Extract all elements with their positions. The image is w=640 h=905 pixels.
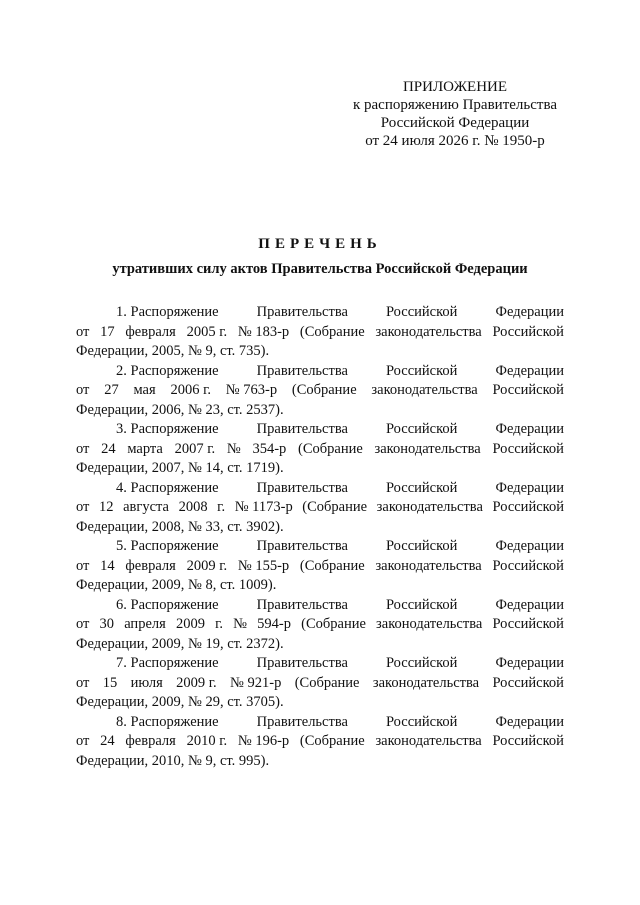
word: Правительства <box>256 596 348 613</box>
word: 24 <box>101 440 116 457</box>
word: 5. Распоряжение <box>116 538 219 554</box>
word: 594-р <box>257 616 291 632</box>
list-item-line-1 <box>76 479 564 499</box>
list-item-line-3: Федерации, 2006, № 23, ст. 2537). <box>76 401 284 418</box>
word: от <box>76 733 90 749</box>
appendix-header <box>340 78 570 150</box>
word: 24 <box>100 733 115 749</box>
list-item-line-2 <box>76 557 564 577</box>
word: Федерации <box>495 596 564 613</box>
word: 2007 г. <box>174 440 216 457</box>
word: законодательства <box>375 557 482 574</box>
acts-list <box>76 303 564 771</box>
list-item-line-2 <box>76 440 564 460</box>
word: № 921-р <box>230 674 282 691</box>
word: законодательства <box>376 499 483 515</box>
word: 2. Распоряжение <box>116 362 219 379</box>
word: 7. Распоряжение <box>116 655 219 671</box>
word: 2005 г. <box>186 323 228 340</box>
word: Российской <box>385 596 458 613</box>
list-item <box>76 362 564 421</box>
word: законодательства <box>372 674 480 691</box>
word: 14 <box>100 557 115 574</box>
appendix-title: ПРИЛОЖЕНИЕ <box>402 79 508 95</box>
word: 17 <box>100 323 115 340</box>
list-item-line-2 <box>76 323 564 343</box>
word: 2008 <box>178 499 208 515</box>
word: 27 <box>104 382 119 398</box>
list-item <box>76 537 564 596</box>
word: Российской <box>492 557 564 574</box>
word: Российской <box>385 421 458 437</box>
word: августа <box>123 499 169 515</box>
list-item-line-1 <box>76 596 564 616</box>
word: Российской <box>385 713 458 730</box>
word: 2009 <box>175 616 205 632</box>
word: от <box>76 323 90 340</box>
document-title: ПЕРЕЧЕНЬ <box>258 236 382 252</box>
word: 12 <box>99 499 114 515</box>
word: (Собрание <box>298 440 363 457</box>
word: Правительства <box>256 713 348 730</box>
word: апреля <box>124 616 166 632</box>
word: 15 <box>102 674 118 691</box>
word: (Собрание <box>299 733 365 749</box>
word: от <box>76 674 90 691</box>
list-item-line-3: Федерации, 2009, № 19, ст. 2372). <box>76 635 284 652</box>
word: 8. Распоряжение <box>116 713 219 730</box>
word: 30 <box>99 616 115 632</box>
word: 2006 г. <box>170 382 211 398</box>
word: (Собрание <box>299 557 365 574</box>
word: законодательства <box>375 733 482 749</box>
word: Российской <box>385 655 458 671</box>
word: 2009 г. <box>176 674 217 691</box>
word: № 155-р <box>237 557 290 574</box>
list-item-line-3: Федерации, 2009, № 8, ст. 1009). <box>76 577 277 593</box>
word: (Собрание <box>302 499 368 515</box>
word: 354-р <box>252 440 287 457</box>
word: № 763-р <box>225 382 278 398</box>
word: Российской <box>385 362 458 379</box>
word: г. <box>217 499 226 515</box>
word: от <box>76 440 90 457</box>
word: № <box>226 440 241 457</box>
word: Российской <box>385 538 458 554</box>
word: 6. Распоряжение <box>116 596 219 613</box>
word: июля <box>130 674 163 691</box>
word: Правительства <box>256 655 348 671</box>
word: Федерации <box>495 479 564 496</box>
document-subtitle: утративших силу актов Правительства Российской Федерации <box>112 261 528 277</box>
list-item-line-3: Федерации, 2007, № 14, ст. 1719). <box>76 460 284 476</box>
word: законодательства <box>374 440 481 457</box>
word: Российской <box>492 616 564 632</box>
word: от <box>76 616 90 632</box>
word: Российской <box>385 304 458 320</box>
word: Российской <box>492 323 564 340</box>
word: (Собрание <box>291 382 357 398</box>
word: Российской <box>492 382 564 398</box>
list-item <box>76 479 564 538</box>
word: 1. Распоряжение <box>116 304 219 320</box>
word: (Собрание <box>294 674 360 691</box>
word: № 196-р <box>237 733 290 749</box>
appendix-reference: к распоряжению Правительства <box>352 97 557 113</box>
list-item <box>76 420 564 479</box>
list-item-line-1 <box>76 713 564 733</box>
word: № 183-р <box>237 323 290 340</box>
word: Правительства <box>256 421 348 437</box>
list-item <box>76 303 564 362</box>
word: 3. Распоряжение <box>116 421 219 437</box>
word: 2009 г. <box>186 557 228 574</box>
list-item <box>76 713 564 772</box>
word: мая <box>133 382 156 398</box>
word: 2010 г. <box>186 733 228 749</box>
word: Российской <box>492 440 564 457</box>
word: от <box>76 499 90 515</box>
word: февраля <box>125 557 176 574</box>
word: февраля <box>125 323 176 340</box>
word: от <box>76 382 90 398</box>
list-item-line-1 <box>76 537 564 557</box>
word: (Собрание <box>301 616 366 632</box>
word: Федерации <box>495 362 564 379</box>
word: Федерации <box>495 304 564 320</box>
word: Российской <box>385 479 458 496</box>
list-item-line-2 <box>76 381 564 401</box>
word: Федерации <box>495 421 564 437</box>
list-item <box>76 596 564 655</box>
word: от <box>76 557 90 574</box>
word: Правительства <box>256 362 348 379</box>
word: Российской <box>492 674 564 691</box>
list-item-line-3: Федерации, 2005, № 9, ст. 735). <box>76 343 270 359</box>
word: г. <box>215 616 224 632</box>
word: Федерации <box>495 713 564 730</box>
list-item-line-2 <box>76 498 564 518</box>
word: № <box>233 616 247 632</box>
word: 4. Распоряжение <box>116 479 219 496</box>
list-item-line-3: Федерации, 2010, № 9, ст. 995). <box>76 752 270 769</box>
appendix-date-number: от 24 июля 2026 г. № 1950-р <box>365 133 545 149</box>
word: Правительства <box>256 538 348 554</box>
list-item-line-1 <box>76 654 564 674</box>
word: Федерации <box>495 655 564 671</box>
word: февраля <box>125 733 176 749</box>
word: Российской <box>492 499 564 515</box>
word: Правительства <box>256 304 348 320</box>
list-item <box>76 654 564 713</box>
list-item-line-2 <box>76 674 564 694</box>
word: Правительства <box>256 479 348 496</box>
appendix-issuer: Российской Федерации <box>380 115 530 131</box>
list-item-line-3: Федерации, 2008, № 33, ст. 3902). <box>76 518 284 535</box>
list-item-line-3: Федерации, 2009, № 29, ст. 3705). <box>76 694 284 710</box>
list-item-line-1 <box>76 420 564 440</box>
word: № 1173-р <box>234 499 293 515</box>
word: марта <box>127 440 163 457</box>
list-item-line-2 <box>76 732 564 752</box>
list-item-line-1 <box>76 362 564 382</box>
word: законодательства <box>371 382 478 398</box>
word: законодательства <box>376 616 483 632</box>
word: Федерации <box>495 538 564 554</box>
list-item-line-1 <box>76 303 564 323</box>
word: законодательства <box>375 323 482 340</box>
list-item-line-2 <box>76 615 564 635</box>
word: Российской <box>492 733 564 749</box>
word: (Собрание <box>299 323 365 340</box>
